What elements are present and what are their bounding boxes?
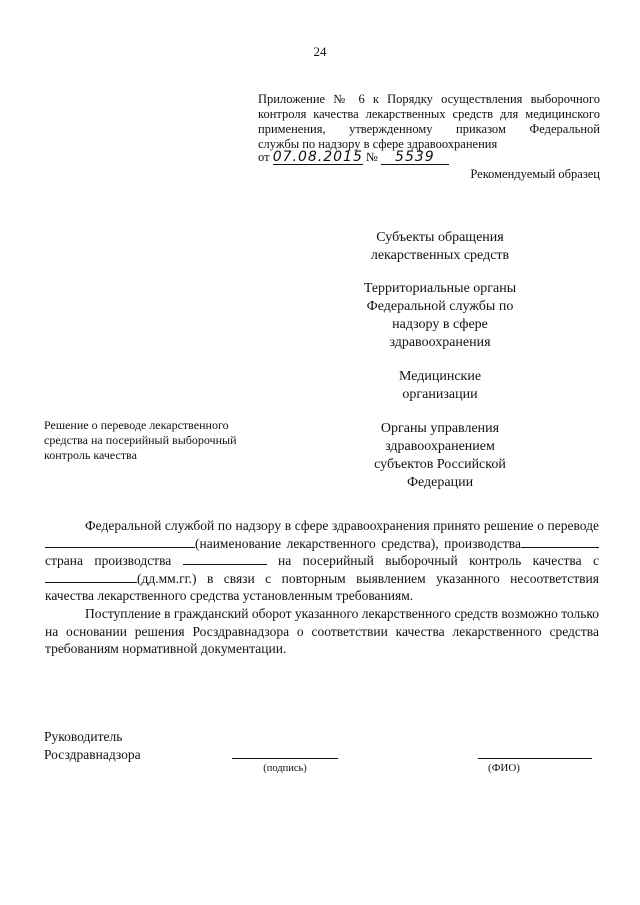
- annex-header: [258, 92, 600, 152]
- recipient-line: субъектов Российской: [374, 457, 506, 472]
- decision-title-line: средства на посерийный выборочный: [44, 433, 237, 447]
- blank-country: [183, 553, 267, 565]
- recipient-line: здравоохранения: [389, 335, 491, 350]
- decision-title-line: Решение о переводе лекарственного: [44, 418, 229, 432]
- order-number-handwritten: 5539: [381, 151, 449, 165]
- body-text: на посерийный выборочный контроль качества с: [266, 553, 599, 569]
- blank-manufacturer: [521, 536, 599, 548]
- decision-title-line: контроль качества: [44, 448, 137, 462]
- recipient-line: Федерации: [406, 475, 474, 490]
- annex-line-3: применения, утвержденному приказом Федеральной: [258, 122, 600, 136]
- page-number: 24: [313, 44, 327, 59]
- annex-line-4: службы по надзору в сфере здравоохранения: [258, 137, 498, 151]
- recommended-sample-label: Рекомендуемый образец: [470, 167, 600, 181]
- decision-body: [45, 517, 599, 658]
- recipient-block-4: [320, 420, 560, 492]
- body-paragraph-1: [45, 517, 599, 605]
- blank-date: [45, 571, 137, 583]
- recipient-block-2: [320, 280, 560, 352]
- signature-label: (подпись): [263, 763, 307, 774]
- recipient-line: Медицинские: [398, 369, 482, 384]
- recipient-line: Органы управления: [380, 421, 500, 436]
- recipient-line: Территориальные органы: [363, 281, 517, 296]
- fio-label: (ФИО): [488, 762, 520, 774]
- annex-line-2: контроля качества лекарственных средств для медицинского: [258, 107, 600, 121]
- fio-line: [478, 758, 592, 759]
- recipient-line: лекарственных средств: [370, 248, 510, 263]
- order-date-handwritten: 07.08.2015: [272, 149, 363, 165]
- recipient-line: организации: [402, 387, 478, 402]
- order-number-sign: №: [365, 150, 378, 164]
- signatory-title-line: Росздравнадзора: [44, 747, 141, 762]
- recipient-line: Федеральной службы по: [366, 299, 514, 314]
- order-date-number: [258, 150, 449, 165]
- body-text: страна производства: [45, 553, 183, 569]
- body-text: (наименование лекарственного средства), производства: [195, 535, 521, 551]
- recipient-line: здравоохранением: [385, 439, 495, 454]
- body-text: Федеральной службой по надзору в сфере здравоохранения принято решение о переводе: [85, 518, 599, 533]
- annex-line-1: Приложение № 6 к Порядку осуществления выборочного: [258, 92, 600, 106]
- signatory-title-line: Руководитель: [44, 729, 123, 744]
- decision-title: [44, 418, 274, 463]
- body-text: (дд.мм.гг.) в связи с повторным выявлением указанного несоответствия качества лекарственного средства установленным требованиям.: [45, 570, 599, 604]
- recipient-line: Субъекты обращения: [376, 230, 504, 245]
- recipient-block-3: [320, 368, 560, 404]
- signatory-title: [44, 728, 141, 764]
- body-paragraph-2: Поступление в гражданский оборот указанного лекарственного средств возможно только на основании решения Росздравнадзора о соответствии качества лекарственного средства требованиям нормативной документации.: [45, 605, 600, 657]
- recipient-block-1: [320, 229, 560, 265]
- recipient-line: надзору в сфере: [392, 317, 488, 332]
- blank-drug-name: [45, 536, 195, 548]
- signature-line: [232, 758, 338, 759]
- order-from-label: от: [258, 150, 270, 164]
